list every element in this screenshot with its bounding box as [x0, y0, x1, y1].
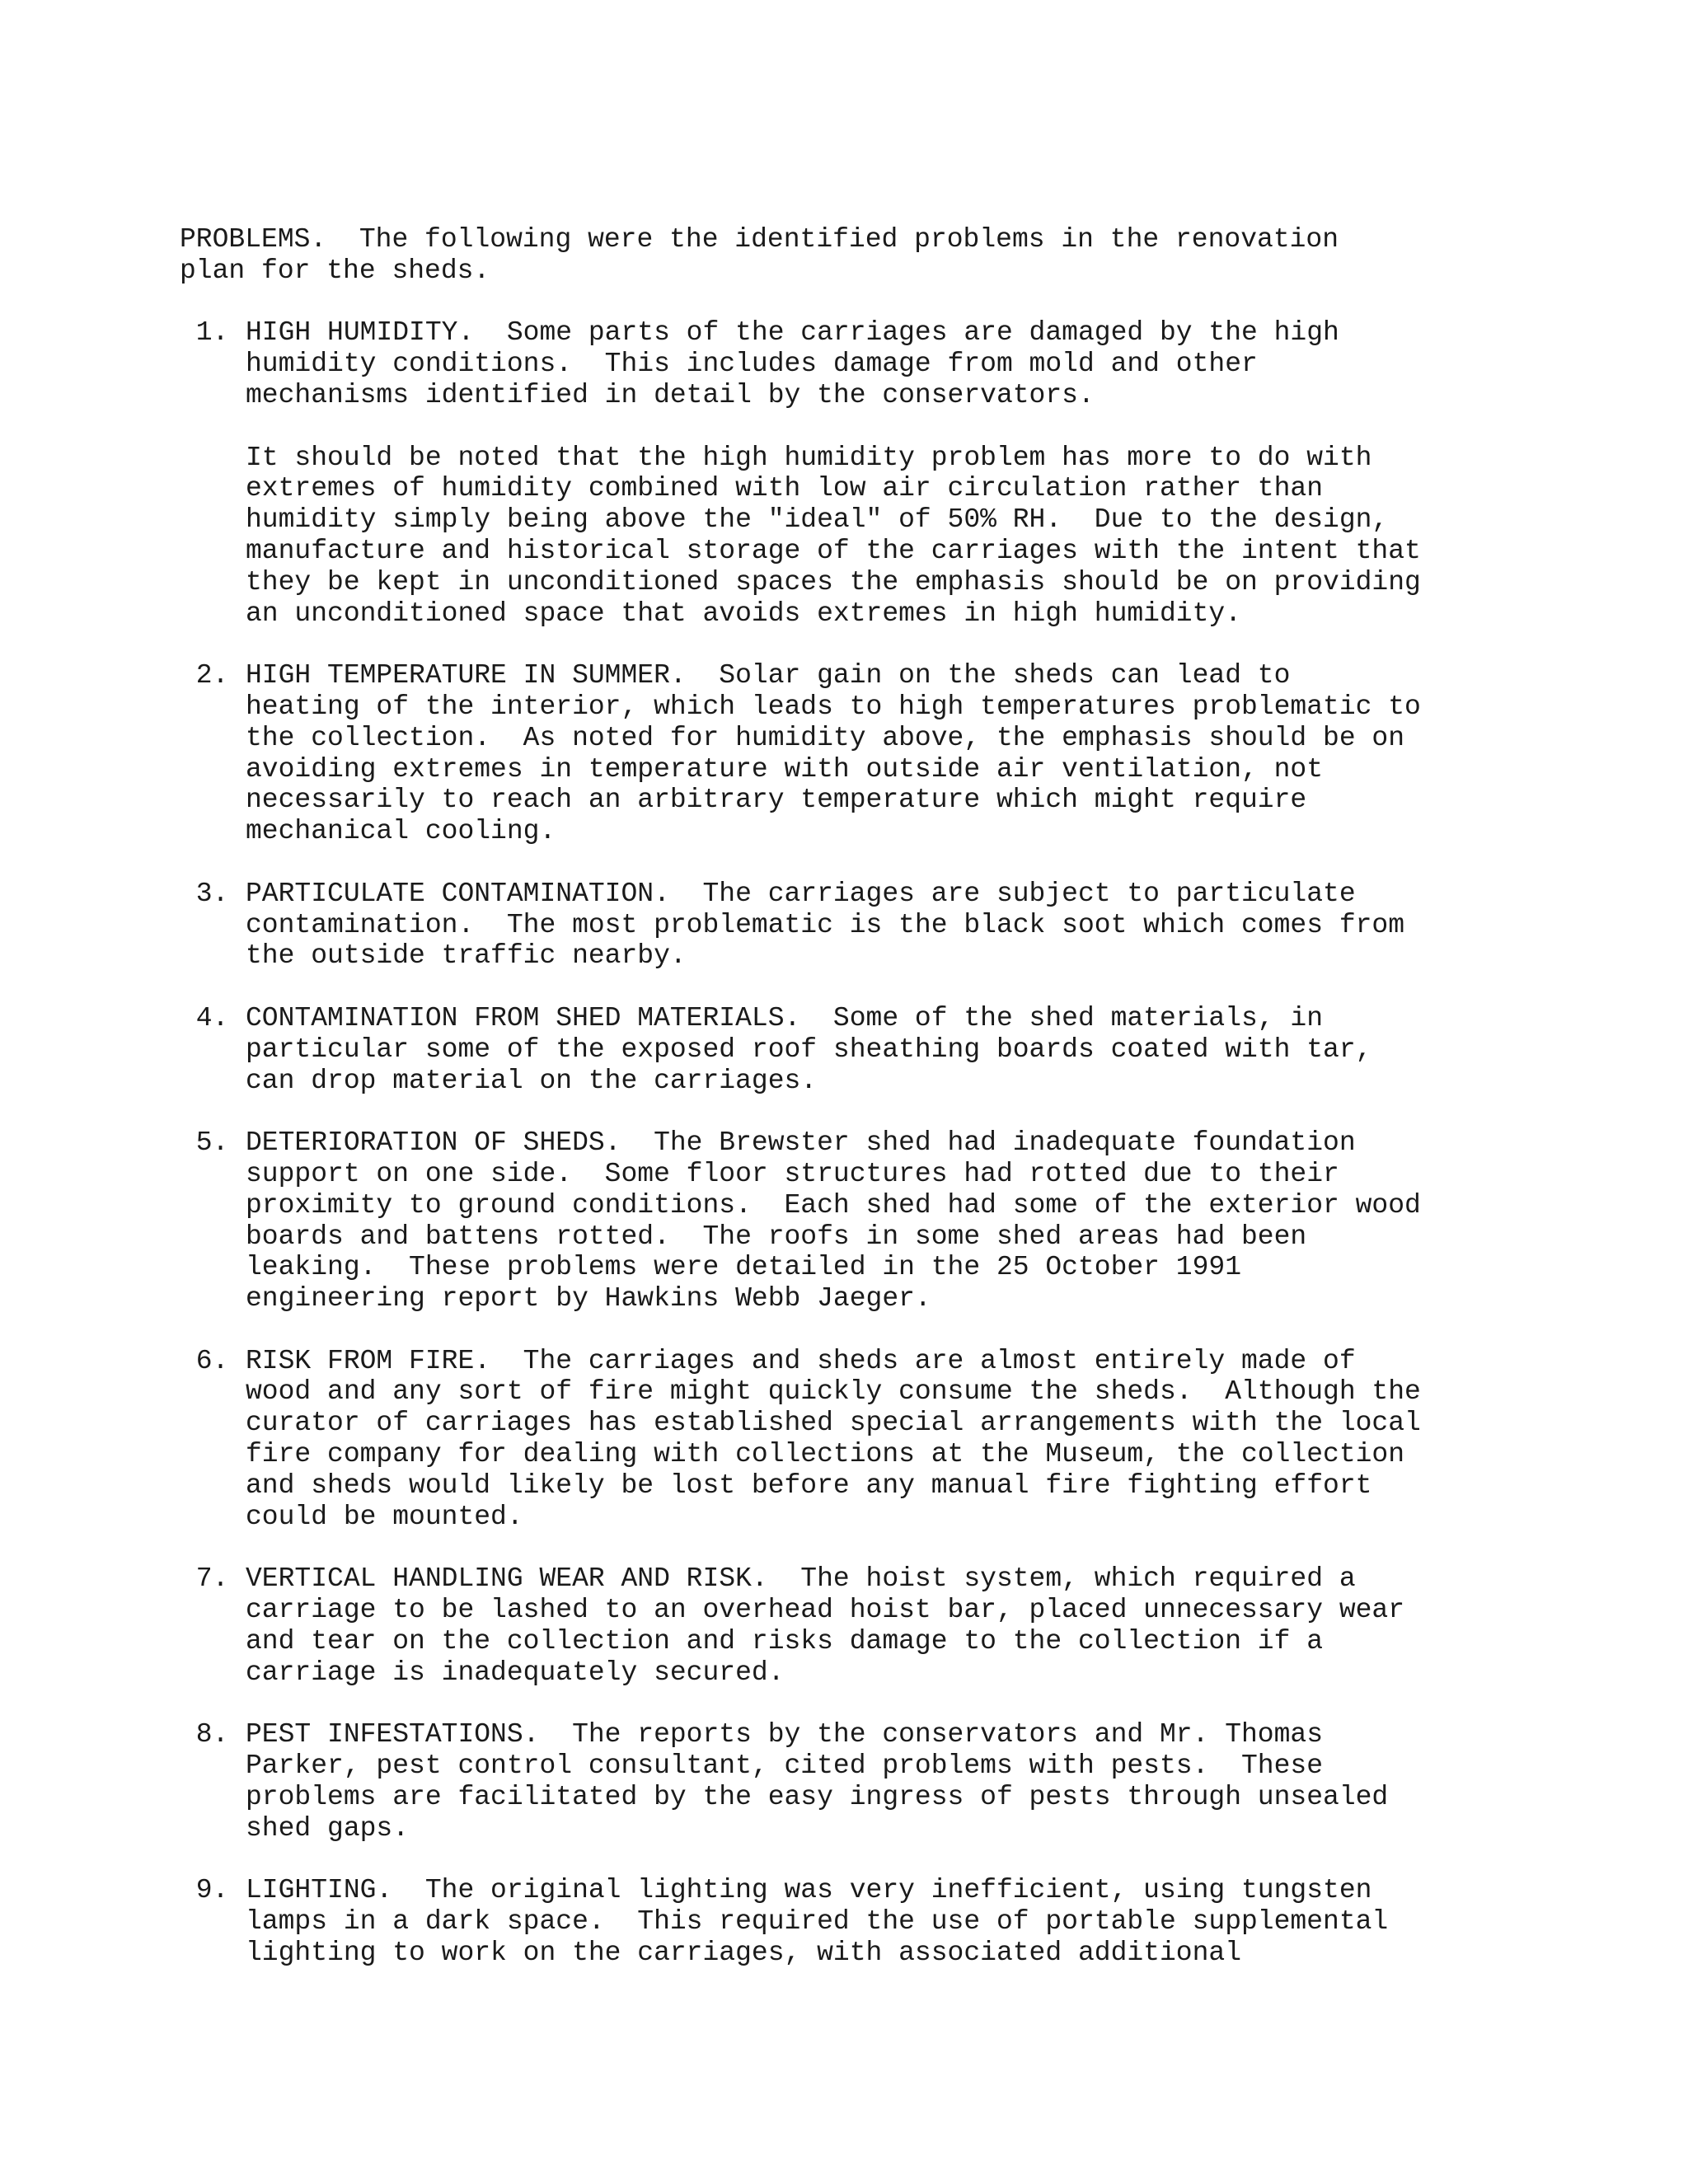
list-item	[180, 1563, 1498, 1688]
list-item	[180, 1003, 1498, 1096]
list-item-line	[180, 1502, 1498, 1533]
list-item-line	[180, 1782, 1498, 1813]
paragraph-gap	[180, 1532, 1498, 1563]
list-item-number: 2.	[180, 660, 229, 691]
list-item-text: they be kept in unconditioned spaces the emphasis should be on providing	[246, 566, 1421, 598]
list-item-text: HIGH TEMPERATURE IN SUMMER. Solar gain on the sheds can lead to	[246, 660, 1291, 691]
document-body	[180, 224, 1498, 1969]
list-item-line	[180, 754, 1498, 785]
list-item-text: PARTICULATE CONTAMINATION. The carriages are subject to particulate	[246, 878, 1356, 909]
list-item-line	[180, 879, 1498, 910]
list-item-line	[180, 1376, 1498, 1408]
list-item	[180, 879, 1498, 972]
list-item-line	[180, 1346, 1498, 1377]
list-item-line	[180, 1657, 1498, 1689]
list-item-text: and sheds would likely be lost before any manual fire fighting effort	[246, 1469, 1372, 1501]
paragraph-gap	[180, 972, 1498, 1003]
list-item-text: boards and battens rotted. The roofs in some shed areas had been	[246, 1221, 1307, 1252]
list-item-line	[180, 504, 1498, 536]
list-item-text: LIGHTING. The original lighting was very inefficient, using tungsten	[246, 1875, 1372, 1906]
list-item-line	[180, 1938, 1498, 1969]
list-item-text: humidity conditions. This includes damage from mold and other	[246, 349, 1258, 380]
list-item-text: HIGH HUMIDITY. Some parts of the carriages are damaged by the high	[246, 317, 1339, 349]
list-item-line	[180, 1470, 1498, 1502]
list-item-text: heating of the interior, which leads to high temperatures problematic to	[246, 691, 1421, 722]
list-item-text: lighting to work on the carriages, with associated additional	[246, 1937, 1241, 1968]
list-item-line	[180, 1127, 1498, 1159]
paragraph-gap	[180, 1688, 1498, 1719]
list-item-text: carriage is inadequately secured.	[246, 1657, 785, 1688]
list-item-text: carriage to be lashed to an overhead hoist bar, placed unnecessary wear	[246, 1595, 1405, 1626]
list-item-text: contamination. The most problematic is the black soot which comes from	[246, 909, 1405, 940]
list-item-text: fire company for dealing with collections at the Museum, the collection	[246, 1439, 1405, 1470]
list-item-number: 7.	[180, 1563, 229, 1595]
list-item	[180, 1127, 1498, 1315]
list-item-text: and tear on the collection and risks damage to the collection if a	[246, 1625, 1324, 1657]
list-item-text: avoiding extremes in temperature with outside air ventilation, not	[246, 753, 1324, 785]
list-item-text: could be mounted.	[246, 1501, 523, 1532]
paragraph-gap	[180, 1844, 1498, 1875]
list-item-line	[180, 473, 1498, 504]
list-item-text: mechanisms identified in detail by the conservators.	[246, 379, 1095, 410]
list-item-text: lamps in a dark space. This required the use of portable supplemental	[246, 1906, 1389, 1938]
list-item-line	[180, 816, 1498, 847]
paragraph-gap	[180, 1096, 1498, 1127]
list-item-line	[180, 1190, 1498, 1221]
list-item-number: 1.	[180, 317, 229, 349]
list-item-line	[180, 691, 1498, 723]
intro-paragraph	[180, 224, 1498, 287]
list-item-line	[180, 443, 1498, 474]
list-item-line	[180, 910, 1498, 941]
list-item-line	[180, 1750, 1498, 1782]
list-item-text: Parker, pest control consultant, cited problems with pests. These	[246, 1750, 1324, 1782]
problem-list	[180, 287, 1498, 1969]
list-item	[180, 1719, 1498, 1844]
list-item-line	[180, 940, 1498, 972]
list-item-text: engineering report by Hawkins Webb Jaeger.	[246, 1283, 931, 1315]
list-item-line	[180, 1875, 1498, 1906]
list-item-line	[180, 536, 1498, 567]
list-item-line	[180, 1439, 1498, 1470]
list-item-line	[180, 660, 1498, 691]
list-item	[180, 660, 1498, 847]
list-item-text: necessarily to reach an arbitrary temperature which might require	[246, 785, 1307, 816]
list-item-number: 8.	[180, 1719, 229, 1750]
list-item-line	[180, 1906, 1498, 1938]
list-item-line	[180, 1408, 1498, 1439]
paragraph-gap	[180, 847, 1498, 879]
list-item-text: PEST INFESTATIONS. The reports by the conservators and Mr. Thomas	[246, 1719, 1324, 1750]
list-item-number: 4.	[180, 1002, 229, 1033]
list-item-line	[180, 1813, 1498, 1844]
list-item-line	[180, 1595, 1498, 1626]
list-item-text: manufacture and historical storage of the carriages with the intent that	[246, 535, 1421, 566]
list-item-line	[180, 1626, 1498, 1657]
list-item-text: VERTICAL HANDLING WEAR AND RISK. The hoist system, which required a	[246, 1563, 1356, 1595]
list-item-line	[180, 1003, 1498, 1034]
list-item-text: can drop material on the carriages.	[246, 1065, 818, 1096]
list-item-line	[180, 1221, 1498, 1253]
intro-line: PROBLEMS. The following were the identified problems in the renovation	[180, 224, 1339, 255]
list-item-text: the collection. As noted for humidity above, the emphasis should be on	[246, 722, 1405, 753]
list-item-line	[180, 567, 1498, 598]
list-item-line	[180, 317, 1498, 349]
list-item-line	[180, 1034, 1498, 1066]
list-item	[180, 1346, 1498, 1533]
list-item-line	[180, 380, 1498, 411]
list-item-text: support on one side. Some floor structures had rotted due to their	[246, 1158, 1339, 1189]
list-item-text: leaking. These problems were detailed in the 25 October 1991	[246, 1252, 1241, 1283]
paragraph-gap	[180, 411, 1498, 443]
list-item-number: 3.	[180, 878, 229, 909]
list-item-text: the outside traffic nearby.	[246, 940, 687, 972]
list-item-text: proximity to ground conditions. Each shed had some of the exterior wood	[246, 1189, 1421, 1221]
list-item-line	[180, 785, 1498, 816]
list-item	[180, 1875, 1498, 1968]
list-item-line	[180, 1066, 1498, 1097]
list-item-line	[180, 598, 1498, 630]
list-item-line	[180, 349, 1498, 380]
list-item-line	[180, 1283, 1498, 1315]
paragraph-gap	[180, 629, 1498, 660]
list-item-text: extremes of humidity combined with low air circulation rather than	[246, 473, 1324, 504]
list-item-line	[180, 1563, 1498, 1595]
list-item-text: humidity simply being above the "ideal" of 50% RH. Due to the design,	[246, 504, 1389, 536]
list-item-text: RISK FROM FIRE. The carriages and sheds are almost entirely made of	[246, 1345, 1356, 1376]
list-item	[180, 317, 1498, 629]
list-item-text: It should be noted that the high humidity problem has more to do with	[246, 442, 1372, 473]
list-item-line	[180, 1159, 1498, 1190]
list-item-text: shed gaps.	[246, 1812, 410, 1844]
list-item-text: DETERIORATION OF SHEDS. The Brewster shed had inadequate foundation	[246, 1127, 1356, 1159]
list-item-text: mechanical cooling.	[246, 816, 556, 847]
list-item-text: particular some of the exposed roof sheathing boards coated with tar,	[246, 1033, 1372, 1065]
paragraph-gap	[180, 1315, 1498, 1346]
list-item-text: CONTAMINATION FROM SHED MATERIALS. Some of the shed materials, in	[246, 1002, 1324, 1033]
list-item-line	[180, 723, 1498, 754]
list-item-number: 9.	[180, 1875, 229, 1906]
list-item-text: problems are facilitated by the easy ingress of pests through unsealed	[246, 1781, 1389, 1812]
list-item-text: an unconditioned space that avoids extremes in high humidity.	[246, 598, 1241, 629]
intro-line: plan for the sheds.	[180, 255, 490, 286]
list-item-text: wood and any sort of fire might quickly consume the sheds. Although the	[246, 1376, 1421, 1408]
list-item-text: curator of carriages has established special arrangements with the local	[246, 1408, 1421, 1439]
list-item-line	[180, 1719, 1498, 1750]
list-item-number: 6.	[180, 1345, 229, 1376]
paragraph-gap	[180, 287, 1498, 318]
list-item-number: 5.	[180, 1127, 229, 1159]
list-item-line	[180, 1252, 1498, 1283]
